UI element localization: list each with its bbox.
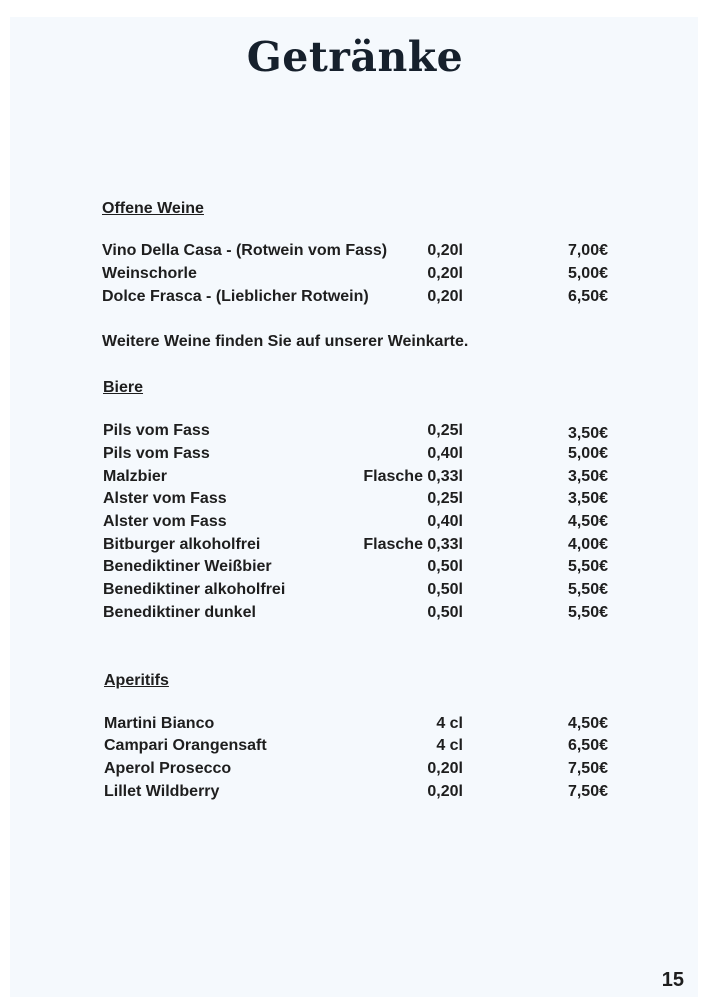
item-size: 0,40l (427, 445, 463, 462)
item-name: Dolce Frasca - (Lieblicher Rotwein) (102, 288, 369, 305)
item-name: Aperol Prosecco (104, 760, 232, 777)
item-price: 4,50€ (567, 513, 608, 530)
item-name: Campari Orangensaft (104, 737, 267, 754)
item-size: 0,20l (427, 783, 463, 800)
item-size: 0,25l (427, 422, 463, 439)
item-price: 6,50€ (567, 737, 608, 754)
menu-item (0, 783, 710, 805)
item-price: 4,50€ (567, 715, 608, 732)
item-name: Alster vom Fass (103, 490, 227, 507)
item-size: 0,20l (427, 242, 463, 259)
item-size: 0,50l (427, 581, 463, 598)
page-title: Getränke (246, 33, 464, 81)
item-price: 5,00€ (567, 445, 608, 462)
menu-item (0, 288, 710, 310)
item-price: 6,50€ (567, 288, 608, 305)
item-name: Weinschorle (102, 265, 197, 282)
item-price: 5,50€ (567, 558, 608, 575)
menu-item (0, 558, 710, 580)
menu-item (0, 490, 710, 512)
item-size: Flasche 0,33l (363, 536, 463, 553)
item-name: Vino Della Casa - (Rotwein vom Fass) (102, 242, 388, 259)
item-size: 4 cl (436, 737, 463, 754)
item-price: 7,50€ (567, 760, 608, 777)
item-price: 3,50€ (567, 425, 608, 442)
item-name: Martini Bianco (104, 715, 215, 732)
item-price: 3,50€ (567, 490, 608, 507)
menu-item (0, 242, 710, 264)
section-heading-beer: Biere (103, 379, 144, 396)
menu-item (0, 715, 710, 737)
item-name: Benediktiner Weißbier (103, 558, 272, 575)
item-price: 7,00€ (567, 242, 608, 259)
menu-item (0, 422, 710, 444)
menu-item (0, 468, 710, 490)
item-name: Pils vom Fass (103, 422, 210, 439)
menu-item (0, 737, 710, 759)
menu-item (0, 760, 710, 782)
item-name: Pils vom Fass (103, 445, 210, 462)
menu-item (0, 265, 710, 287)
item-size: Flasche 0,33l (363, 468, 463, 485)
item-price: 5,50€ (567, 581, 608, 598)
item-size: 4 cl (436, 715, 463, 732)
section-heading-aperitifs: Aperitifs (104, 672, 169, 689)
item-name: Alster vom Fass (103, 513, 227, 530)
item-price: 3,50€ (567, 468, 608, 485)
item-size: 0,50l (427, 558, 463, 575)
item-price: 5,50€ (567, 604, 608, 621)
item-size: 0,40l (427, 513, 463, 530)
item-name: Benediktiner alkoholfrei (103, 581, 286, 598)
section-heading-wine: Offene Weine (102, 200, 204, 217)
menu-item (0, 445, 710, 467)
item-price: 7,50€ (567, 783, 608, 800)
page-number: 15 (661, 969, 684, 991)
item-size: 0,50l (427, 604, 463, 621)
item-name: Bitburger alkoholfrei (103, 536, 261, 553)
menu-item (0, 513, 710, 535)
item-size: 0,20l (427, 265, 463, 282)
item-size: 0,20l (427, 760, 463, 777)
item-name: Benediktiner dunkel (103, 604, 256, 621)
item-price: 4,00€ (567, 536, 608, 553)
menu-item (0, 536, 710, 558)
item-size: 0,25l (427, 490, 463, 507)
menu-item (0, 604, 710, 626)
item-name: Malzbier (103, 468, 168, 485)
item-size: 0,20l (427, 288, 463, 305)
wine-note: Weitere Weine finden Sie auf unserer Weinkarte. (102, 333, 469, 350)
item-name: Lillet Wildberry (104, 783, 220, 800)
item-price: 5,00€ (567, 265, 608, 282)
menu-item (0, 581, 710, 603)
